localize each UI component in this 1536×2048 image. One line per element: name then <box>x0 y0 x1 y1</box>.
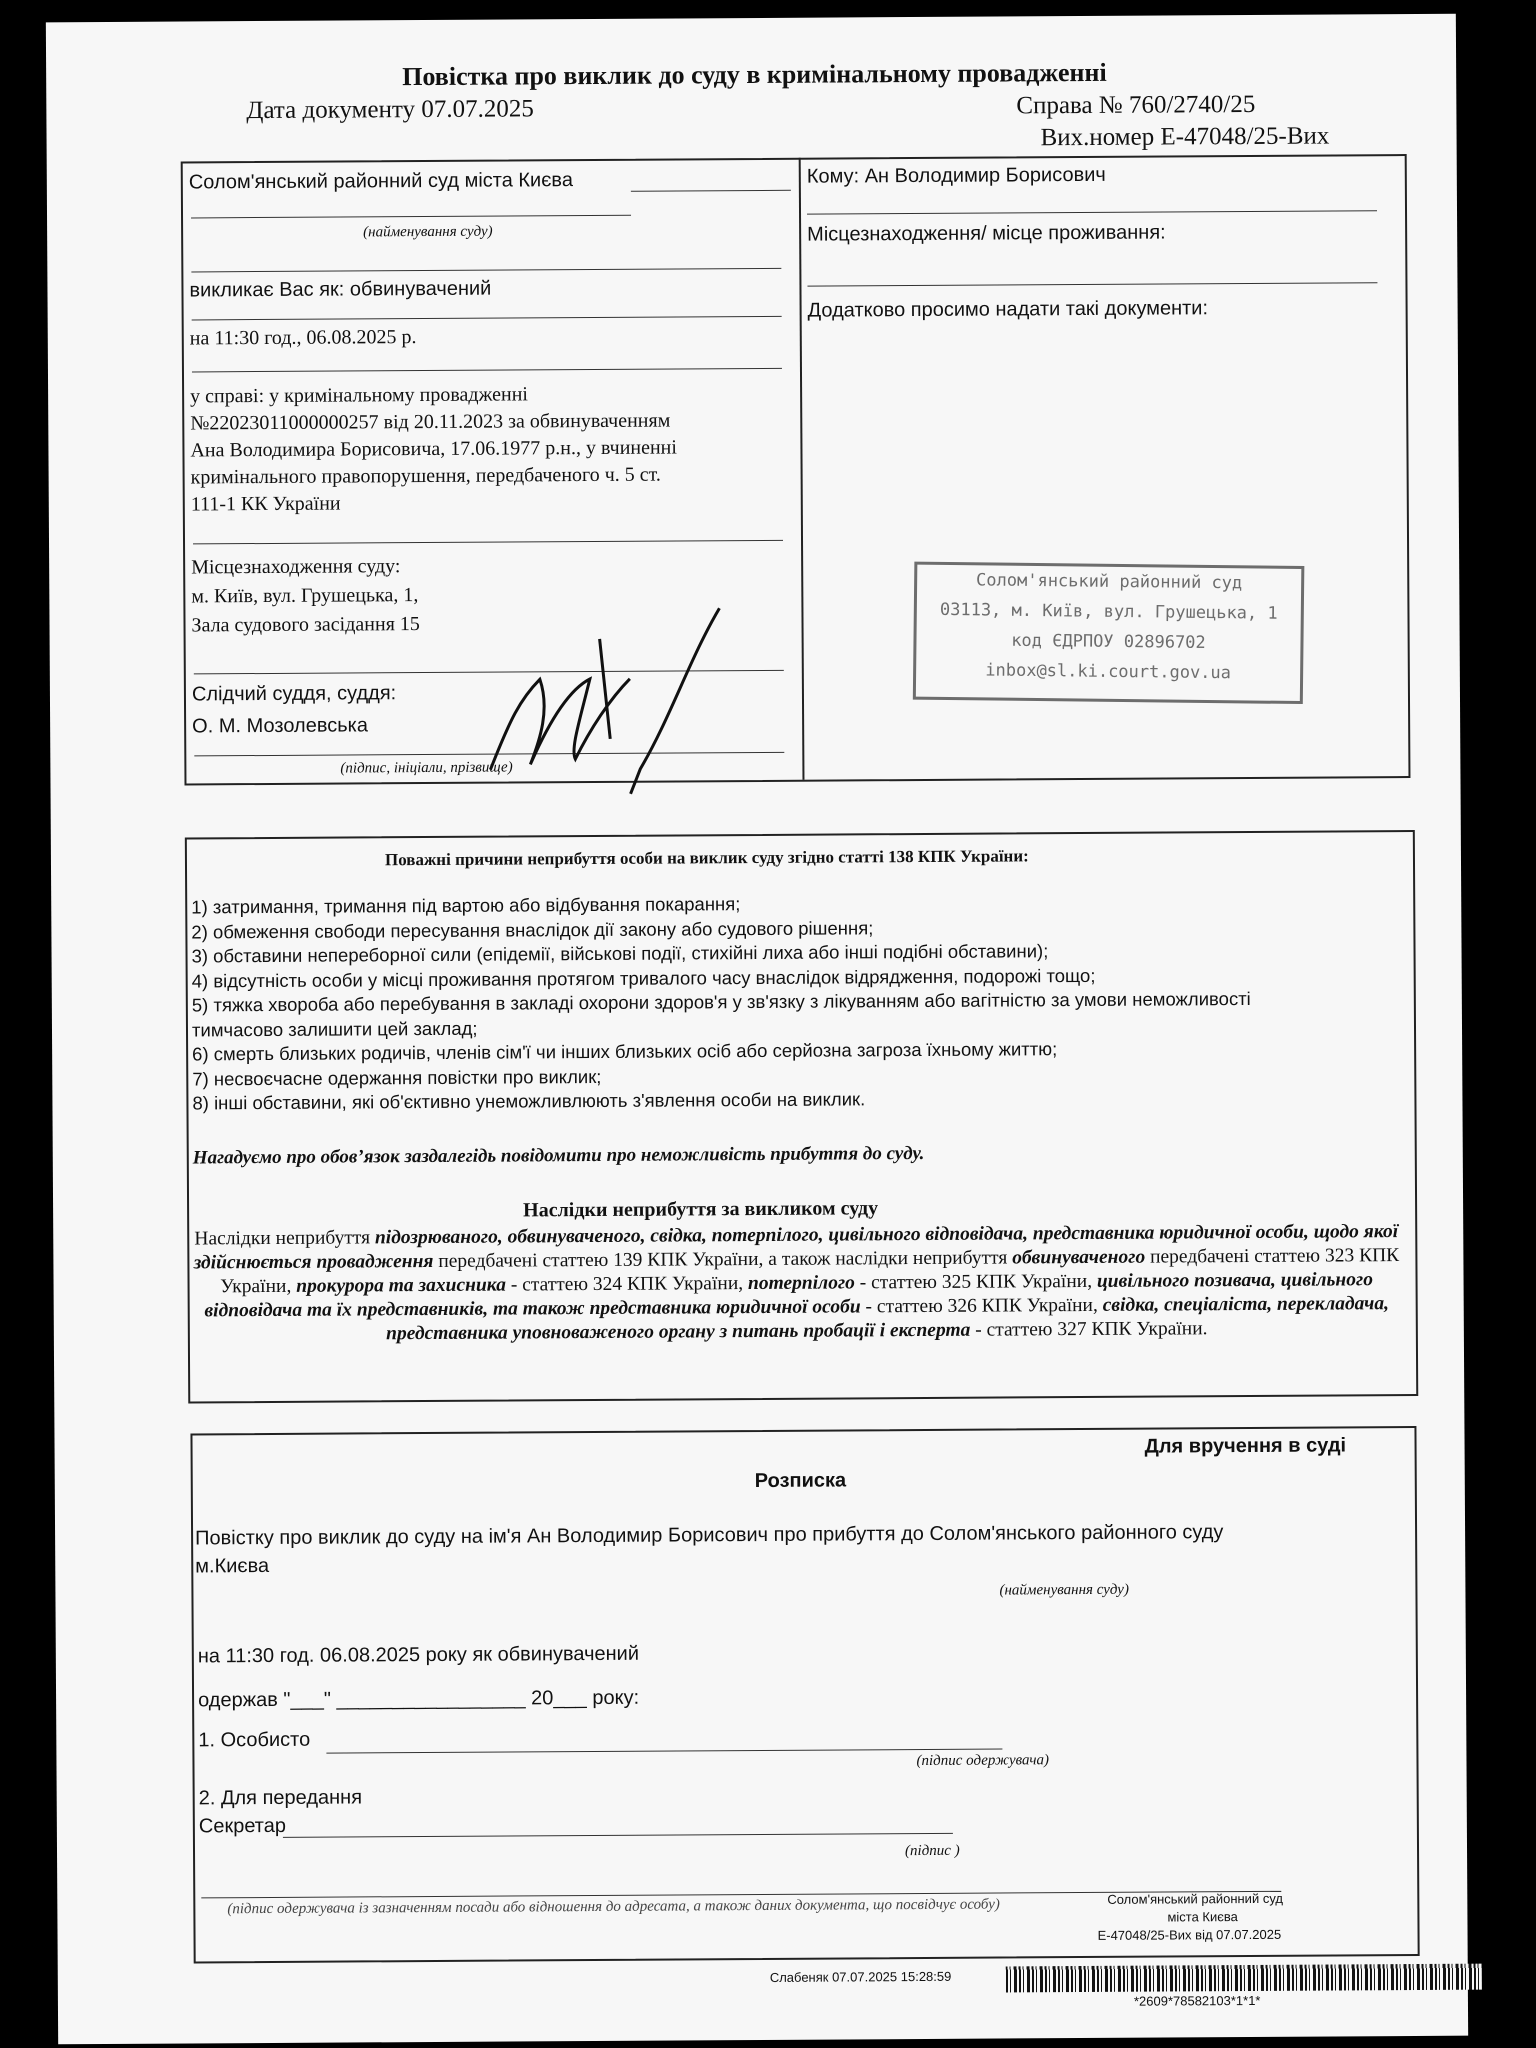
reason-item: 4) відсутність особи у місці проживання протягом тривалого часу внаслідок відрядження, подорожі тощо; <box>191 964 1096 991</box>
document-date: Дата документу 07.07.2025 <box>246 95 534 125</box>
reason-item: 7) несвоєчасне одержання повістки про виклик; <box>192 1065 602 1089</box>
receipt-title: Розписка <box>754 1469 847 1493</box>
consequences-part: підозрюваного, обвинуваченого, свідка, потерпілого, цивільного відповідача, представника юридичної особи, щодо якої здійснюється провадження <box>193 1221 1399 1274</box>
barcode <box>1006 1964 1482 1993</box>
barcode-text: *2609*78582103*1*1* <box>1133 1992 1261 2009</box>
location-title: Місцезнаходження суду: <box>191 555 401 579</box>
residence-label: Місцезнаходження/ місце проживання: <box>807 221 1166 246</box>
reminder-text: Нагадуємо про обов’язок заздалегідь повідомити про неможливість прибуття до суду. <box>192 1142 925 1169</box>
stamp-line: Солом'янський районний суд <box>975 570 1243 594</box>
consequences-text <box>193 1220 1400 1347</box>
court-name-caption: (найменування суду) <box>363 223 493 241</box>
reason-item: 3) обставини непереборної сили (епідемії, військові події, стихійні лиха або інші подібні обставини); <box>191 940 1049 967</box>
printed-by: Слабеняк 07.07.2025 15:28:59 <box>769 1968 952 1985</box>
consequences-part: Наслідки неприбуття <box>194 1227 375 1250</box>
consequences-part: передбачені статтею 139 КПК України, а також наслідки неприбуття <box>433 1247 1013 1272</box>
receipt-datetime: на 11:30 год. 06.08.2025 року як обвинувачений <box>197 1642 640 1668</box>
court-stamp <box>913 562 1305 704</box>
case-line: кримінального правопорушення, передбаченого ч. 5 ст. <box>190 463 661 489</box>
case-line: у справі: у кримінальному провадженні <box>190 383 528 408</box>
reason-item: 8) інші обставини, які об'єктивно унеможливлюють з'явлення особи на виклик. <box>192 1088 866 1114</box>
documents-label: Додатково просимо надати такі документи: <box>807 297 1209 322</box>
signature-caption: (підпис, ініціали, прізвище) <box>340 759 513 777</box>
reason-item: 2) обмеження свободи пересування внаслідок дії закону або судового рішення; <box>191 916 874 942</box>
document-title: Повістка про виклик до суду в кримінальному провадженні <box>402 57 1107 92</box>
consequences-part: обвинуваченого <box>1012 1246 1146 1269</box>
judge-name: О. М. Мозолевська <box>192 714 368 738</box>
footer-ref: Е-47048/25-Вих від 07.07.2025 <box>1097 1926 1282 1943</box>
for-court-label: Для вручення в суді <box>1144 1434 1347 1458</box>
reasons-title: Поважні причини неприбуття особи на виклик суду згідно статті 138 КПК України: <box>384 846 1029 870</box>
judge-signature <box>479 598 730 800</box>
case-line: №22023011000000257 від 20.11.2023 за обвинуваченням <box>190 409 671 435</box>
consequences-part: - статтею 326 КПК України, <box>860 1294 1103 1318</box>
summons-document <box>46 14 1468 2045</box>
consequences-part: передбачені статтею 323 КПК України, <box>220 1245 1400 1298</box>
hearing-datetime: на 11:30 год., 06.08.2025 р. <box>189 326 417 350</box>
summons-role: викликає Вас як: обвинувачений <box>189 277 492 302</box>
receipt-text-line2: м.Києва <box>195 1554 270 1578</box>
stamp-line: 03113, м. Київ, вул. Грушецька, 1 <box>939 599 1278 624</box>
consequences-part: - статтею 325 КПК України, <box>854 1270 1097 1294</box>
consequences-part: - статтею 324 КПК України, <box>505 1273 749 1296</box>
footer-city: міста Києва <box>1167 1909 1238 1925</box>
recipient-name: Кому: Ан Володимир Борисович <box>806 163 1106 188</box>
consequences-part: прокурора та захисника <box>296 1274 506 1297</box>
consequences-part: потерпілого <box>747 1272 855 1295</box>
location-address: м. Київ, вул. Грушецька, 1, <box>191 584 419 608</box>
stamp-line: inbox@sl.ki.court.gov.ua <box>985 660 1232 684</box>
judge-title: Слідчий суддя, суддя: <box>191 682 397 706</box>
consequences-part: свідка, спеціаліста, перекладача, представника уповноваженого органу з питань пробації і експерта <box>386 1293 1390 1345</box>
secretary-signature-caption: (підпис ) <box>904 1842 960 1860</box>
reasons-list <box>191 889 1251 1116</box>
reason-item: 1) затримання, тримання під вартою або відбування покарання; <box>191 893 741 918</box>
case-number: Справа № 760/2740/25 <box>1016 90 1256 120</box>
reason-item: 6) смерть близьких родичів, членів сім'ї чи інших близьких осіб або серйозна загроза їхньому життю; <box>192 1038 1058 1065</box>
for-transfer-label: 2. Для передання <box>198 1786 363 1810</box>
secretary-label: Секретар <box>198 1814 287 1838</box>
outgoing-number: Вих.номер Е-47048/25-Вих <box>1040 122 1330 152</box>
stamp-line: код ЄДРПОУ 02896702 <box>1011 630 1206 653</box>
court-name: Солом'янський районний суд міста Києва <box>188 169 574 194</box>
court-location <box>191 552 420 640</box>
case-line: 111-1 КК України <box>190 492 341 516</box>
location-hall: Зала судового засідання 15 <box>191 613 420 637</box>
consequences-part: - статтею 327 КПК України. <box>970 1318 1208 1341</box>
consequences-part: цивільного позивача, цивільного відповідача та їх представників, та також представника юридичної особи <box>204 1269 1373 1322</box>
reason-item: 5) тяжка хвороба або перебування в закладі охорони здоров'я у зв'язку з лікуванням або вагітністю за умови неможливості <box>191 987 1251 1016</box>
personally-label: 1. Особисто <box>198 1728 311 1752</box>
reason-item: тимчасово залишити цей заклад; <box>191 1017 478 1040</box>
case-line: Ана Володимира Борисовича, 17.06.1977 р.н., у вчиненні <box>190 436 677 462</box>
footer-caption: (підпис одержувача із зазначенням посади або відношення до адресата, а також даних документа, що посвідчує особу) <box>227 1896 1000 1918</box>
receipt-court-caption: (найменування суду) <box>999 1581 1129 1599</box>
received-field: одержав "___" _________________ 20___ року: <box>198 1686 640 1712</box>
consequences-title: Наслідки неприбуття за викликом суду <box>523 1197 879 1222</box>
footer-court: Солом'янський районний суд <box>1107 1890 1284 1907</box>
receipt-text-line1: Повістку про виклик до суду на ім'я Ан Володимир Борисович про прибуття до Солом'янського районного суду <box>195 1521 1224 1550</box>
case-description <box>190 380 677 518</box>
recipient-signature-caption: (підпис одержувача) <box>916 1752 1050 1770</box>
